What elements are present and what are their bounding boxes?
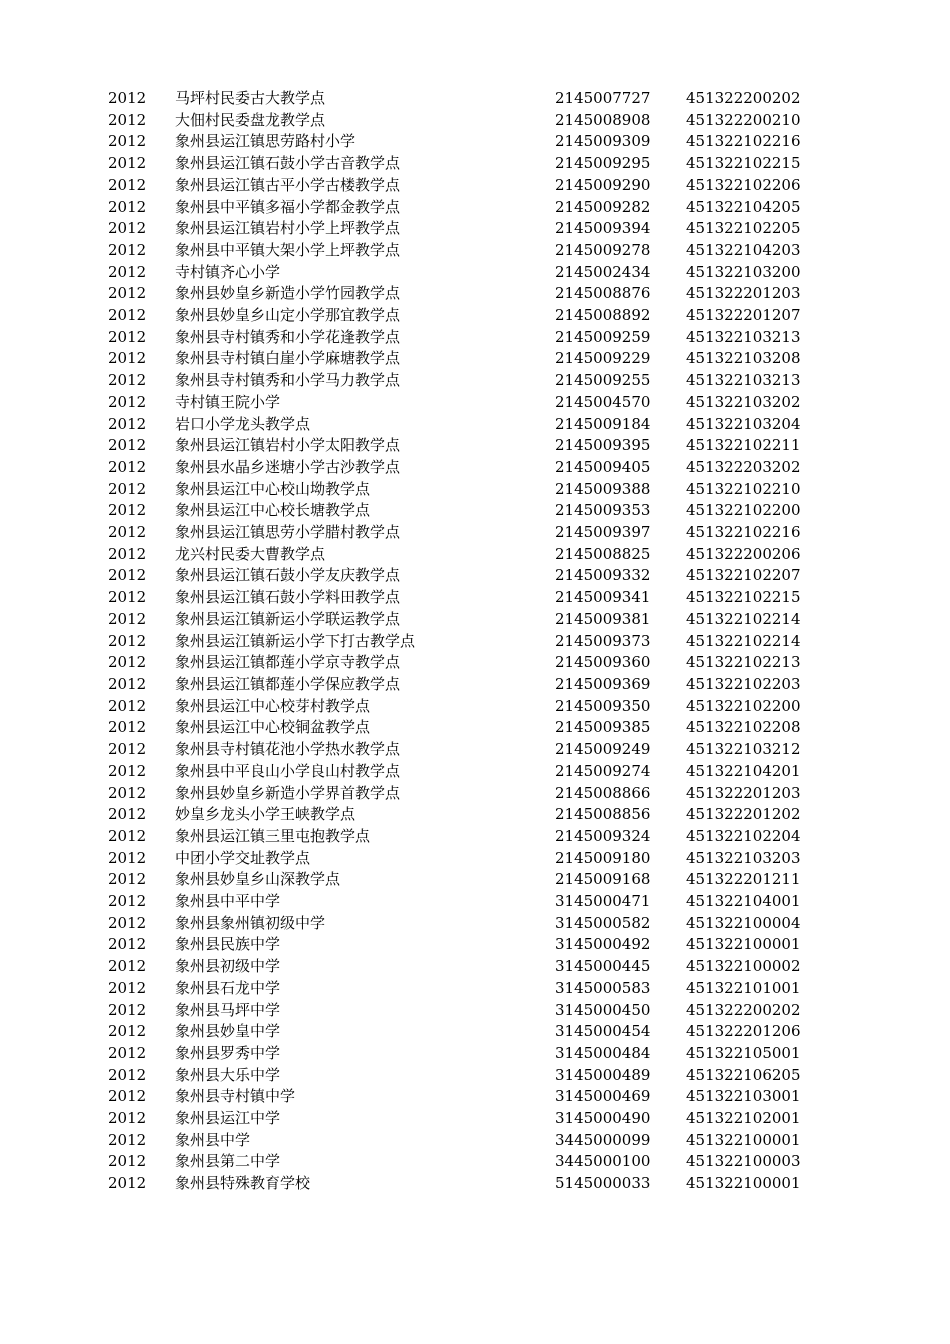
area-code-cell: 451322102001 <box>686 1109 801 1128</box>
school-code-cell: 2145009353 <box>555 501 651 520</box>
area-code-cell: 451322102210 <box>686 479 801 498</box>
document-page <box>0 88 950 1195</box>
school-name-cell: 象州县中平镇大架小学上坪教学点 <box>175 240 401 259</box>
table-row <box>108 522 836 544</box>
school-code-cell: 3145000492 <box>555 935 651 954</box>
table-row <box>108 1151 836 1173</box>
area-code-cell: 451322104203 <box>686 240 801 259</box>
area-code-cell: 451322103202 <box>686 392 801 411</box>
school-code-cell: 2145009249 <box>555 740 651 759</box>
table-row <box>108 435 836 457</box>
area-code-cell: 451322200202 <box>686 89 801 107</box>
year-cell: 2012 <box>108 913 147 932</box>
table-row <box>108 1173 836 1195</box>
table-row <box>108 717 836 739</box>
school-name-cell: 象州县罗秀中学 <box>175 1043 281 1062</box>
year-cell: 2012 <box>108 783 147 802</box>
year-cell: 2012 <box>108 110 147 129</box>
year-cell: 2012 <box>108 653 147 672</box>
school-code-cell: 3145000454 <box>555 1022 651 1041</box>
area-code-cell: 451322102205 <box>686 219 801 238</box>
year-cell: 2012 <box>108 197 147 216</box>
year-cell: 2012 <box>108 1087 147 1106</box>
school-name-cell: 妙皇乡龙头小学王峡教学点 <box>175 805 356 824</box>
year-cell: 2012 <box>108 1065 147 1084</box>
school-code-cell: 2145009278 <box>555 240 651 259</box>
school-code-cell: 2145009360 <box>555 653 651 672</box>
area-code-cell: 451322104205 <box>686 197 801 216</box>
school-name-cell: 象州县寺村镇花池小学热水教学点 <box>175 740 401 759</box>
area-code-cell: 451322103203 <box>686 848 801 867</box>
table-row <box>108 696 836 718</box>
school-code-cell: 2145009332 <box>555 566 651 585</box>
area-code-cell: 451322100001 <box>686 1174 801 1193</box>
area-code-cell: 451322200210 <box>686 110 801 129</box>
area-code-cell: 451322201203 <box>686 284 801 303</box>
year-cell: 2012 <box>108 848 147 867</box>
school-name-cell: 象州县运江镇三里屯抱教学点 <box>175 826 371 845</box>
school-name-cell: 象州县运江中学 <box>175 1109 281 1128</box>
year-cell: 2012 <box>108 588 147 607</box>
school-name-cell: 象州县运江镇石鼓小学古音教学点 <box>175 154 401 173</box>
school-name-cell: 寺村镇齐心小学 <box>175 262 281 281</box>
area-code-cell: 451322102214 <box>686 609 801 628</box>
school-name-cell: 象州县民族中学 <box>175 935 281 954</box>
table-row <box>108 609 836 631</box>
school-code-cell: 2145009309 <box>555 132 651 151</box>
school-name-cell: 象州县运江镇石鼓小学料田教学点 <box>175 588 401 607</box>
area-code-cell: 451322201207 <box>686 306 801 325</box>
year-cell: 2012 <box>108 414 147 433</box>
school-name-cell: 象州县中学 <box>175 1130 251 1149</box>
area-code-cell: 451322200202 <box>686 1000 801 1019</box>
area-code-cell: 451322102204 <box>686 826 801 845</box>
table-row <box>108 479 836 501</box>
year-cell: 2012 <box>108 175 147 194</box>
school-code-cell: 3145000583 <box>555 978 651 997</box>
area-code-cell: 451322103213 <box>686 371 801 390</box>
year-cell: 2012 <box>108 631 147 650</box>
school-code-cell: 2145009274 <box>555 761 651 780</box>
year-cell: 2012 <box>108 349 147 368</box>
school-name-cell: 马坪村民委古大教学点 <box>175 89 326 107</box>
school-code-cell: 3145000450 <box>555 1000 651 1019</box>
school-code-cell: 2145008825 <box>555 544 651 563</box>
year-cell: 2012 <box>108 544 147 563</box>
school-name-cell: 象州县马坪中学 <box>175 1000 281 1019</box>
table-row <box>108 1043 836 1065</box>
school-code-cell: 2145009373 <box>555 631 651 650</box>
area-code-cell: 451322201211 <box>686 870 801 889</box>
school-name-cell: 大佃村民委盘龙教学点 <box>175 110 326 129</box>
school-code-cell: 2145009381 <box>555 609 651 628</box>
school-code-cell: 3145000469 <box>555 1087 651 1106</box>
school-name-cell: 象州县水晶乡迷塘小学古沙教学点 <box>175 457 401 476</box>
area-code-cell: 451322200206 <box>686 544 801 563</box>
table-row <box>108 88 836 110</box>
area-code-cell: 451322100001 <box>686 935 801 954</box>
area-code-cell: 451322103200 <box>686 262 801 281</box>
school-name-cell: 象州县妙皇乡新造小学界首教学点 <box>175 783 401 802</box>
year-cell: 2012 <box>108 718 147 737</box>
area-code-cell: 451322102215 <box>686 588 801 607</box>
school-name-cell: 岩口小学龙头教学点 <box>175 414 311 433</box>
school-name-cell: 象州县寺村镇秀和小学花逢教学点 <box>175 327 401 346</box>
year-cell: 2012 <box>108 957 147 976</box>
school-name-cell: 象州县运江镇石鼓小学友庆教学点 <box>175 566 401 585</box>
school-name-cell: 象州县运江镇岩村小学太阳教学点 <box>175 436 401 455</box>
year-cell: 2012 <box>108 740 147 759</box>
table-row <box>108 869 836 891</box>
school-code-cell: 2145009350 <box>555 696 651 715</box>
school-code-cell: 2145008876 <box>555 284 651 303</box>
year-cell: 2012 <box>108 805 147 824</box>
school-name-cell: 象州县中平良山小学良山村教学点 <box>175 761 401 780</box>
school-name-cell: 象州县运江镇都莲小学保应教学点 <box>175 674 401 693</box>
area-code-cell: 451322102207 <box>686 566 801 585</box>
table-row <box>108 240 836 262</box>
table-row <box>108 978 836 1000</box>
table-row <box>108 913 836 935</box>
area-code-cell: 451322104001 <box>686 892 801 911</box>
year-cell: 2012 <box>108 1174 147 1193</box>
school-name-cell: 象州县妙皇乡新造小学竹园教学点 <box>175 284 401 303</box>
area-code-cell: 451322102211 <box>686 436 801 455</box>
school-code-cell: 2145009394 <box>555 219 651 238</box>
school-code-cell: 2145009324 <box>555 826 651 845</box>
school-code-cell: 2145009229 <box>555 349 651 368</box>
year-cell: 2012 <box>108 262 147 281</box>
school-name-cell: 象州县中平中学 <box>175 892 281 911</box>
school-code-cell: 3445000099 <box>555 1130 651 1149</box>
table-row <box>108 197 836 219</box>
year-cell: 2012 <box>108 219 147 238</box>
school-name-cell: 象州县运江中心校芽村教学点 <box>175 696 371 715</box>
year-cell: 2012 <box>108 89 147 107</box>
table-row <box>108 218 836 240</box>
area-code-cell: 451322102214 <box>686 631 801 650</box>
school-code-cell: 2145009341 <box>555 588 651 607</box>
year-cell: 2012 <box>108 1130 147 1149</box>
area-code-cell: 451322100003 <box>686 1152 801 1171</box>
school-code-cell: 2145009259 <box>555 327 651 346</box>
school-code-cell: 2145008866 <box>555 783 651 802</box>
school-name-cell: 象州县运江镇都莲小学京寺教学点 <box>175 653 401 672</box>
school-code-cell: 2145009369 <box>555 674 651 693</box>
area-code-cell: 451322201206 <box>686 1022 801 1041</box>
area-code-cell: 451322203202 <box>686 457 801 476</box>
school-name-cell: 象州县妙皇乡山深教学点 <box>175 870 341 889</box>
school-name-cell: 中团小学交址教学点 <box>175 848 311 867</box>
area-code-cell: 451322100001 <box>686 1130 801 1149</box>
table-row <box>108 175 836 197</box>
school-name-cell: 象州县运江镇古平小学古楼教学点 <box>175 175 401 194</box>
year-cell: 2012 <box>108 501 147 520</box>
school-code-cell: 3145000484 <box>555 1043 651 1062</box>
table-row <box>108 1000 836 1022</box>
area-code-cell: 451322103213 <box>686 327 801 346</box>
school-code-cell: 3145000445 <box>555 957 651 976</box>
year-cell: 2012 <box>108 1043 147 1062</box>
school-code-cell: 3445000100 <box>555 1152 651 1171</box>
table-row <box>108 348 836 370</box>
school-code-cell: 5145000033 <box>555 1174 651 1193</box>
year-cell: 2012 <box>108 935 147 954</box>
school-name-cell: 象州县寺村镇秀和小学马力教学点 <box>175 371 401 390</box>
school-code-cell: 2145009290 <box>555 175 651 194</box>
year-cell: 2012 <box>108 826 147 845</box>
year-cell: 2012 <box>108 1022 147 1041</box>
table-row <box>108 1130 836 1152</box>
table-row <box>108 631 836 653</box>
area-code-cell: 451322103001 <box>686 1087 801 1106</box>
year-cell: 2012 <box>108 457 147 476</box>
table-row <box>108 153 836 175</box>
table-row <box>108 848 836 870</box>
school-name-cell: 象州县妙皇中学 <box>175 1022 281 1041</box>
area-code-cell: 451322103204 <box>686 414 801 433</box>
school-code-cell: 2145007727 <box>555 89 651 107</box>
school-name-cell: 象州县中平镇多福小学都金教学点 <box>175 197 401 216</box>
table-row <box>108 392 836 414</box>
school-code-cell: 2145009388 <box>555 479 651 498</box>
table-row <box>108 131 836 153</box>
table-row <box>108 674 836 696</box>
area-code-cell: 451322103208 <box>686 349 801 368</box>
school-code-cell: 2145009184 <box>555 414 651 433</box>
table-row <box>108 934 836 956</box>
year-cell: 2012 <box>108 609 147 628</box>
year-cell: 2012 <box>108 371 147 390</box>
school-code-cell: 2145009255 <box>555 371 651 390</box>
area-code-cell: 451322102216 <box>686 132 801 151</box>
school-name-cell: 象州县运江中心校长塘教学点 <box>175 501 371 520</box>
table-row <box>108 1021 836 1043</box>
year-cell: 2012 <box>108 892 147 911</box>
year-cell: 2012 <box>108 392 147 411</box>
school-name-cell: 象州县运江镇新运小学下打古教学点 <box>175 631 416 650</box>
year-cell: 2012 <box>108 154 147 173</box>
table-row <box>108 327 836 349</box>
area-code-cell: 451322103212 <box>686 740 801 759</box>
area-code-cell: 451322101001 <box>686 978 801 997</box>
school-code-cell: 3145000490 <box>555 1109 651 1128</box>
table-row <box>108 783 836 805</box>
school-name-cell: 象州县寺村镇中学 <box>175 1087 296 1106</box>
year-cell: 2012 <box>108 566 147 585</box>
school-code-cell: 2145009397 <box>555 523 651 542</box>
school-name-cell: 象州县运江镇思劳路村小学 <box>175 132 356 151</box>
school-name-cell: 象州县初级中学 <box>175 957 281 976</box>
school-name-cell: 寺村镇王院小学 <box>175 392 281 411</box>
area-code-cell: 451322201202 <box>686 805 801 824</box>
table-row <box>108 565 836 587</box>
school-name-cell: 象州县特殊教育学校 <box>175 1174 311 1193</box>
school-code-cell: 2145008908 <box>555 110 651 129</box>
school-code-cell: 2145009180 <box>555 848 651 867</box>
table-row <box>108 414 836 436</box>
school-name-cell: 象州县寺村镇白崖小学麻塘教学点 <box>175 349 401 368</box>
school-name-cell: 象州县运江镇岩村小学上坪教学点 <box>175 219 401 238</box>
school-code-cell: 2145009405 <box>555 457 651 476</box>
area-code-cell: 451322102203 <box>686 674 801 693</box>
table-row <box>108 1108 836 1130</box>
table-row <box>108 804 836 826</box>
records-body <box>108 88 836 1195</box>
year-cell: 2012 <box>108 870 147 889</box>
year-cell: 2012 <box>108 523 147 542</box>
school-code-cell: 2145002434 <box>555 262 651 281</box>
table-row <box>108 544 836 566</box>
year-cell: 2012 <box>108 132 147 151</box>
table-row <box>108 305 836 327</box>
school-name-cell: 龙兴村民委大曹教学点 <box>175 544 326 563</box>
area-code-cell: 451322105001 <box>686 1043 801 1062</box>
year-cell: 2012 <box>108 1152 147 1171</box>
area-code-cell: 451322104201 <box>686 761 801 780</box>
school-code-cell: 2145009395 <box>555 436 651 455</box>
year-cell: 2012 <box>108 240 147 259</box>
school-code-cell: 3145000582 <box>555 913 651 932</box>
school-name-cell: 象州县运江镇思劳小学腊村教学点 <box>175 523 401 542</box>
year-cell: 2012 <box>108 436 147 455</box>
school-name-cell: 象州县象州镇初级中学 <box>175 913 326 932</box>
table-row <box>108 826 836 848</box>
area-code-cell: 451322100004 <box>686 913 801 932</box>
table-row <box>108 283 836 305</box>
table-row <box>108 1065 836 1087</box>
school-code-cell: 2145009282 <box>555 197 651 216</box>
school-code-cell: 2145004570 <box>555 392 651 411</box>
school-code-cell: 2145008856 <box>555 805 651 824</box>
school-name-cell: 象州县第二中学 <box>175 1152 281 1171</box>
area-code-cell: 451322102208 <box>686 718 801 737</box>
area-code-cell: 451322106205 <box>686 1065 801 1084</box>
year-cell: 2012 <box>108 696 147 715</box>
table-row <box>108 761 836 783</box>
year-cell: 2012 <box>108 284 147 303</box>
year-cell: 2012 <box>108 327 147 346</box>
area-code-cell: 451322102206 <box>686 175 801 194</box>
table-row <box>108 739 836 761</box>
table-row <box>108 370 836 392</box>
school-name-cell: 象州县大乐中学 <box>175 1065 281 1084</box>
year-cell: 2012 <box>108 306 147 325</box>
area-code-cell: 451322100002 <box>686 957 801 976</box>
table-row <box>108 262 836 284</box>
table-row <box>108 500 836 522</box>
school-name-cell: 象州县运江中心校铜盆教学点 <box>175 718 371 737</box>
area-code-cell: 451322102215 <box>686 154 801 173</box>
school-name-cell: 象州县妙皇乡山定小学那宜教学点 <box>175 306 401 325</box>
year-cell: 2012 <box>108 674 147 693</box>
table-row <box>108 652 836 674</box>
school-code-cell: 3145000489 <box>555 1065 651 1084</box>
school-name-cell: 象州县石龙中学 <box>175 978 281 997</box>
area-code-cell: 451322102200 <box>686 696 801 715</box>
area-code-cell: 451322201203 <box>686 783 801 802</box>
school-code-cell: 3145000471 <box>555 892 651 911</box>
year-cell: 2012 <box>108 761 147 780</box>
year-cell: 2012 <box>108 479 147 498</box>
school-code-cell: 2145009168 <box>555 870 651 889</box>
year-cell: 2012 <box>108 1109 147 1128</box>
year-cell: 2012 <box>108 1000 147 1019</box>
area-code-cell: 451322102200 <box>686 501 801 520</box>
school-code-cell: 2145008892 <box>555 306 651 325</box>
area-code-cell: 451322102216 <box>686 523 801 542</box>
table-row <box>108 891 836 913</box>
school-records-table <box>108 88 836 1195</box>
school-name-cell: 象州县运江中心校山坳教学点 <box>175 479 371 498</box>
school-name-cell: 象州县运江镇新运小学联运教学点 <box>175 609 401 628</box>
table-row <box>108 587 836 609</box>
table-row <box>108 1086 836 1108</box>
year-cell: 2012 <box>108 978 147 997</box>
table-row <box>108 110 836 132</box>
table-row <box>108 956 836 978</box>
table-row <box>108 457 836 479</box>
school-code-cell: 2145009295 <box>555 154 651 173</box>
school-code-cell: 2145009385 <box>555 718 651 737</box>
area-code-cell: 451322102213 <box>686 653 801 672</box>
